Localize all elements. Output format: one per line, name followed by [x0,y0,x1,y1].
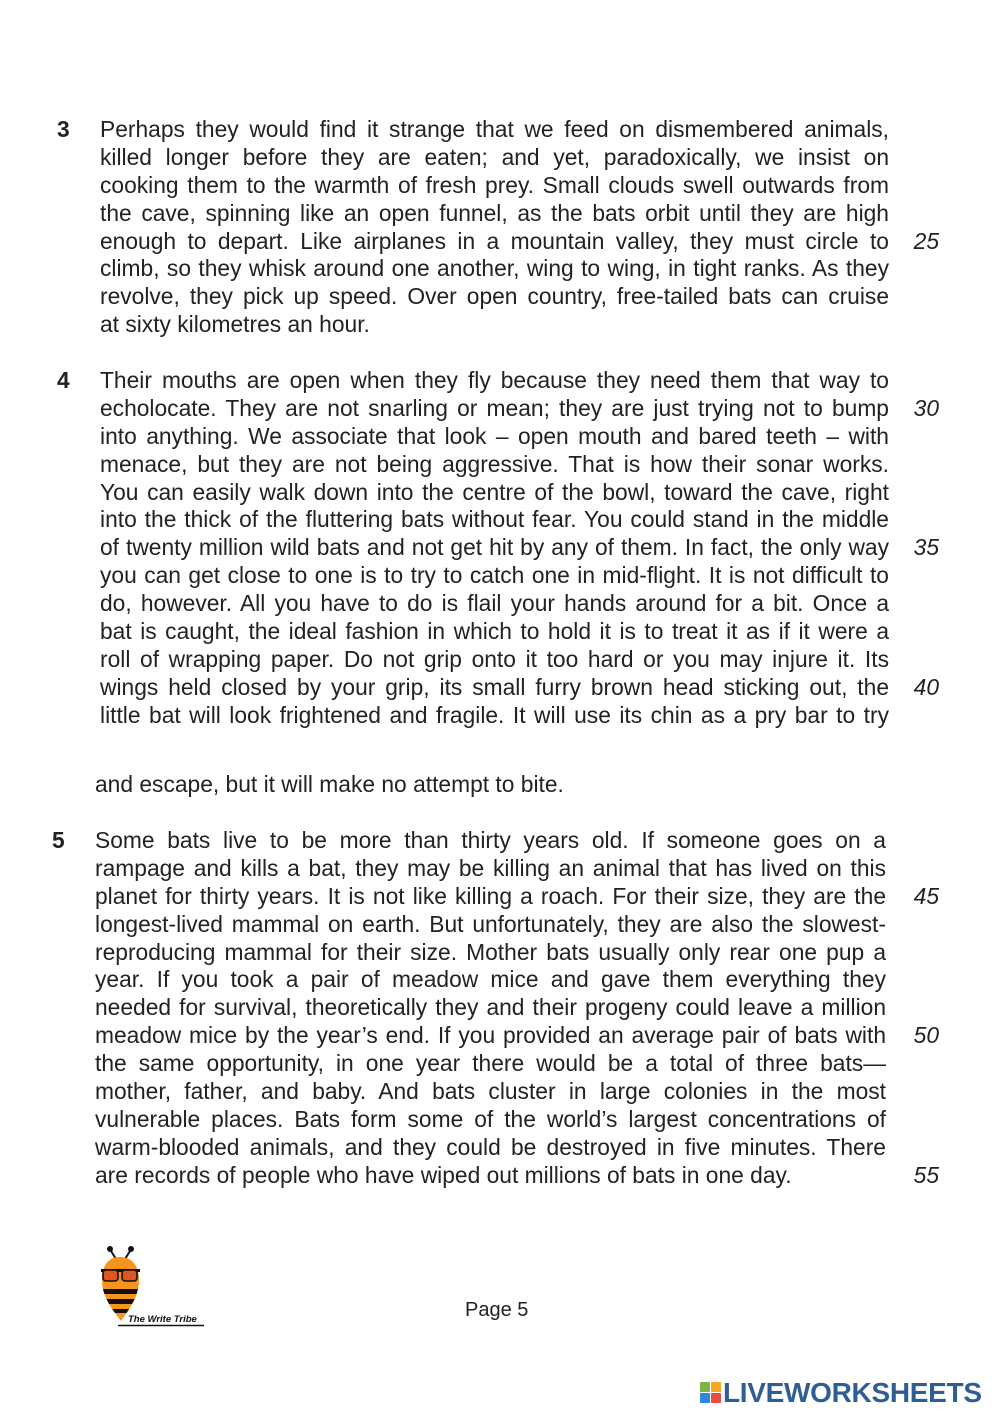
logo-text: The Write Tribe [128,1314,197,1325]
paragraph-5 [52,827,886,1190]
logo-tile [711,1382,721,1392]
page-number: Page 5 [465,1299,529,1321]
logo-tile [700,1393,710,1403]
text-line: the same opportunity, in one year there would be a total of three bats— [95,1050,886,1077]
paragraph-4 [57,367,889,730]
text-line: rampage and kills a bat, they may be killing an animal that has lived on this [95,854,886,881]
bee-icon [98,1246,148,1321]
text-line: of twenty million wild bats and not get hit by any of them. In fact, the only way [100,534,889,561]
text-line: do, however. All you have to do is flail your hands around for a bit. Once a [100,590,889,617]
bee-stripes [98,1289,148,1313]
line-number: 55 [913,1161,939,1188]
paragraph-number: 4 [57,367,70,393]
line-number: 45 [913,882,939,909]
text-line: into anything. We associate that look – open mouth and bared teeth – with [100,422,889,449]
text-line: roll of wrapping paper. Do not grip onto it too hard or you may injure it. Its [100,645,889,672]
text-line: into the thick of the fluttering bats without fear. You could stand in the middle [100,506,889,533]
text-line: needed for survival, theoretically they and their progeny could leave a million [95,994,886,1021]
text-line: warm-blooded animals, and they could be destroyed in five minutes. There [95,1133,886,1160]
paragraph-4-continuation [95,771,886,799]
text-line: the cave, spinning like an open funnel, as the bats orbit until they are high [100,199,889,226]
text-line: reproducing mammal for their size. Mother bats usually only rear one pup a [95,938,886,965]
text-line: killed longer before they are eaten; and yet, paradoxically, we insist on [100,143,889,170]
antenna-tip-right [128,1246,134,1252]
text-line: revolve, they pick up speed. Over open country, free-tailed bats can cruise [100,283,889,310]
text-line: at sixty kilometres an hour. [100,311,370,338]
text-line: echolocate. They are not snarling or mean; they are just trying not to bump [100,394,889,421]
text-line: longest-lived mammal on earth. But unfortunately, they are also the slowest- [95,910,886,937]
text-line: little bat will look frightened and fragile. It will use its chin as a pry bar to try [100,701,889,728]
text-line: vulnerable places. Bats form some of the world’s largest concentrations of [95,1105,886,1132]
text-line: cooking them to the warmth of fresh prey. Small clouds swell outwards from [100,171,889,198]
paragraph-number: 3 [57,116,70,142]
text-line: wings held closed by your grip, its small furry brown head sticking out, the [100,673,889,700]
line-number: 50 [913,1022,939,1049]
text-line: year. If you took a pair of meadow mice and gave them everything they [95,966,886,993]
paragraph-number: 5 [52,827,65,853]
text-line: you can get close to one is to try to catch one in mid-flight. It is not difficult to [100,562,889,589]
text-line: Some bats live to be more than thirty years old. If someone goes on a [95,827,886,853]
antenna-tip-left [107,1246,113,1252]
logo-tile [711,1393,721,1403]
text-line: You can easily walk down into the centre of the bowl, toward the cave, right [100,478,889,505]
line-number: 30 [913,394,939,421]
text-line: climb, so they whisk around one another, wing to wing, in tight ranks. As they [100,255,889,282]
text-line: planet for thirty years. It is not like killing a roach. For their size, they are the [95,882,886,909]
text-line: Perhaps they would find it strange that we feed on dismembered animals, [100,116,889,142]
line-number: 25 [913,227,939,254]
line-number: 35 [913,534,939,561]
text-line: enough to depart. Like airplanes in a mountain valley, they must circle to [100,227,889,254]
liveworksheets-icon [700,1382,721,1403]
paragraph-3 [57,116,889,339]
text-line: and escape, but it will make no attempt to bite. [95,771,564,797]
text-line: meadow mice by the year’s end. If you provided an average pair of bats with [95,1022,886,1049]
line-number: 40 [913,673,939,700]
logo-tile [700,1382,710,1392]
write-tribe-logo [98,1244,208,1328]
text-line: mother, father, and baby. And bats cluster in large colonies in the most [95,1078,886,1105]
text-line: are records of people who have wiped out millions of bats in one day. [95,1161,792,1188]
text-line: menace, but they are not being aggressive. That is how their sonar works. [100,450,889,477]
text-line: bat is caught, the ideal fashion in which to hold it is to treat it as if it were a [100,618,889,645]
liveworksheets-wordmark: LIVEWORKSHEETS [723,1377,982,1408]
text-line: Their mouths are open when they fly because they need them that way to [100,367,889,393]
